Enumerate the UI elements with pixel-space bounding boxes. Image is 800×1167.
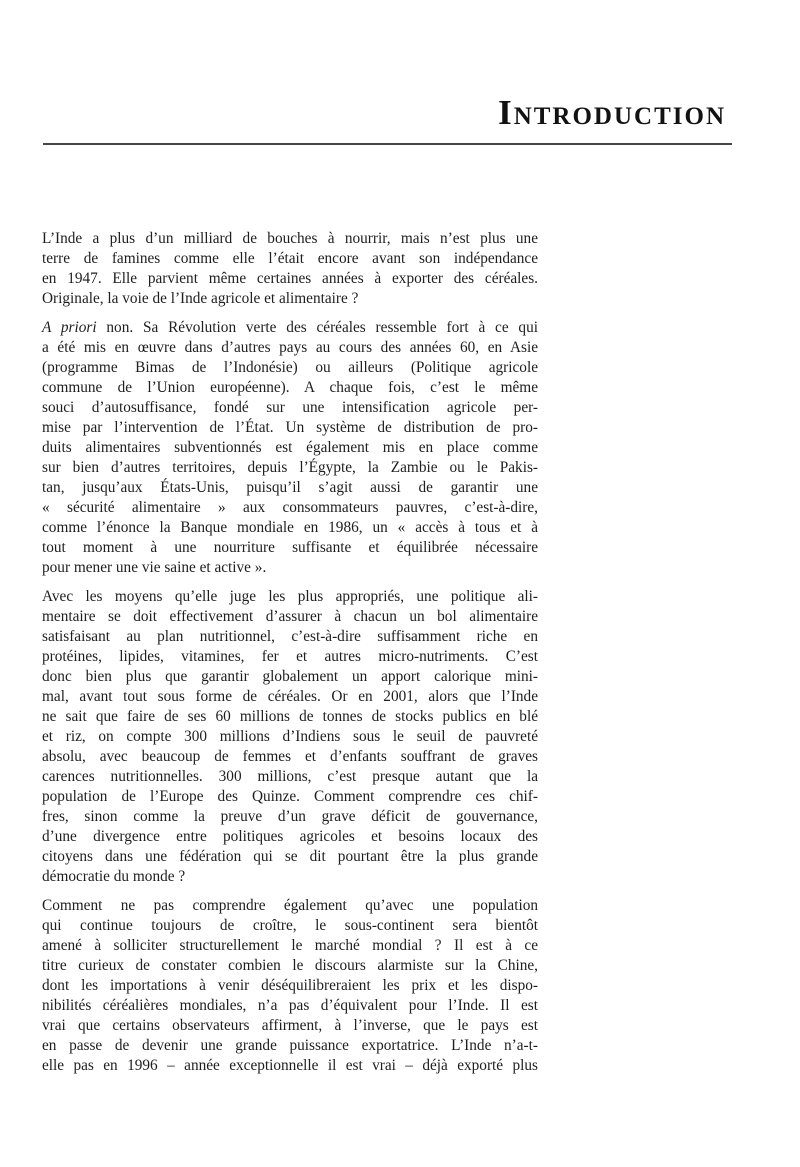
text-line [42,398,538,418]
text-run: mise par l’intervention de l’État. Un système de distribution de pro- [42,419,538,436]
text-line [42,976,538,996]
text-run: non. Sa Révolution verte des céréales ressemble fort à ce qui [96,319,538,336]
text-run: duits alimentaires subventionnés est également mis en place comme [42,439,538,456]
text-line [42,338,538,358]
text-line [42,936,538,956]
text-line [42,867,538,887]
text-line [42,587,538,607]
text-line [42,767,538,787]
text-line [42,827,538,847]
text-run: a été mis en œuvre dans d’autres pays au cours des années 60, en Asie [42,339,538,356]
text-line [42,847,538,867]
text-run: souci d’autosuffisance, fondé sur une intensification agricole per- [42,399,538,416]
text-run: en passe de devenir une grande puissance exportatrice. L’Inde n’a-t- [42,1037,538,1054]
text-line [42,667,538,687]
text-line [42,498,538,518]
text-run: comme l’énonce la Banque mondiale en 1986, un « accès à tous et à [42,519,538,536]
text-line [42,318,538,338]
text-line [42,289,538,309]
text-line [42,558,538,578]
text-run: Comment ne pas comprendre également qu’avec une population [42,897,538,914]
text-run: sur bien d’autres territoires, depuis l’Égypte, la Zambie ou le Pakis- [42,459,538,476]
text-line [42,378,538,398]
text-run: nibilités céréalières mondiales, n’a pas d’équivalent pour l’Inde. Il est [42,997,538,1014]
text-line [42,518,538,538]
text-line [42,1036,538,1056]
paragraph [42,318,538,578]
text-run: « sécurité alimentaire » aux consommateurs pauvres, c’est-à-dire, [42,499,538,516]
text-line [42,807,538,827]
title-rule [43,143,732,145]
text-line [42,707,538,727]
text-line [42,458,538,478]
paragraph [42,896,538,1076]
text-line [42,627,538,647]
text-run: terre de famines comme elle l’était encore avant son indépendance [42,250,538,267]
text-line [42,607,538,627]
text-line [42,956,538,976]
text-run: L’Inde a plus d’un milliard de bouches à nourrir, mais n’est plus une [42,230,538,247]
text-run: satisfaisant au plan nutritionnel, c’est-à-dire suffisamment riche en [42,628,538,645]
text-run: citoyens dans une fédération qui se dit pourtant être la plus grande [42,848,538,865]
text-run: mentaire se doit effectivement d’assurer à chacun un bol alimentaire [42,608,538,625]
text-run: carences nutritionnelles. 300 millions, c’est presque autant que la [42,768,538,785]
text-line [42,418,538,438]
text-line [42,1016,538,1036]
text-line [42,229,538,249]
text-run: ne sait que faire de ses 60 millions de tonnes de stocks publics en blé [42,708,538,725]
text-run: qui continue toujours de croître, le sous-continent sera bientôt [42,917,538,934]
text-run: tout moment à une nourriture suffisante et équilibrée nécessaire [42,539,538,556]
text-run: protéines, lipides, vitamines, fer et autres micro-nutriments. C’est [42,648,538,665]
text-run: amené à solliciter structurellement le marché mondial ? Il est à ce [42,937,538,954]
text-column [42,229,538,1085]
text-line [42,478,538,498]
text-run: tan, jusqu’aux États-Unis, puisqu’il s’agit aussi de garantir une [42,479,538,496]
italic-text: A priori [42,319,97,336]
text-run: fres, sinon comme la preuve d’un grave déficit de gouvernance, [42,808,538,825]
text-run: population de l’Europe des Quinze. Comment comprendre ces chif- [42,788,538,805]
text-line [42,647,538,667]
paragraph [42,229,538,309]
paragraph [42,587,538,887]
text-run: commune de l’Union européenne). A chaque fois, c’est le même [42,379,538,396]
text-run: démocratie du monde ? [42,868,186,885]
text-line [42,727,538,747]
text-line [42,538,538,558]
text-run: Originale, la voie de l’Inde agricole et alimentaire ? [42,290,359,307]
text-line [42,787,538,807]
text-run: donc bien plus que garantir globalement un apport calorique mini- [42,668,538,685]
text-line [42,687,538,707]
text-run: pour mener une vie saine et active ». [42,559,267,576]
text-run: elle pas en 1996 – année exceptionnelle il est vrai – déjà exporté plus [42,1057,538,1074]
text-line [42,747,538,767]
text-line [42,916,538,936]
text-line [42,996,538,1016]
text-run: dont les importations à venir déséquilibreraient les prix et les dispo- [42,977,538,994]
text-run: mal, avant tout sous forme de céréales. Or en 2001, alors que l’Inde [42,688,538,705]
text-run: et riz, on compte 300 millions d’Indiens sous le seuil de pauvreté [42,728,538,745]
text-line [42,896,538,916]
chapter-title: Introduction [498,93,726,132]
text-line [42,358,538,378]
text-run: vrai que certains observateurs affirment, à l’inverse, que le pays est [42,1017,538,1034]
text-run: (programme Bimas de l’Indonésie) ou ailleurs (Politique agricole [42,359,538,376]
text-line [42,249,538,269]
text-run: d’une divergence entre politiques agricoles et besoins locaux des [42,828,538,845]
text-run: en 1947. Elle parvient même certaines années à exporter des céréales. [42,270,538,287]
text-run: titre curieux de constater combien le discours alarmiste sur la Chine, [42,957,538,974]
text-line [42,438,538,458]
text-run: Avec les moyens qu’elle juge les plus appropriés, une politique ali- [42,588,538,605]
text-line [42,269,538,289]
text-line [42,1056,538,1076]
text-run: absolu, avec beaucoup de femmes et d’enfants souffrant de graves [42,748,538,765]
